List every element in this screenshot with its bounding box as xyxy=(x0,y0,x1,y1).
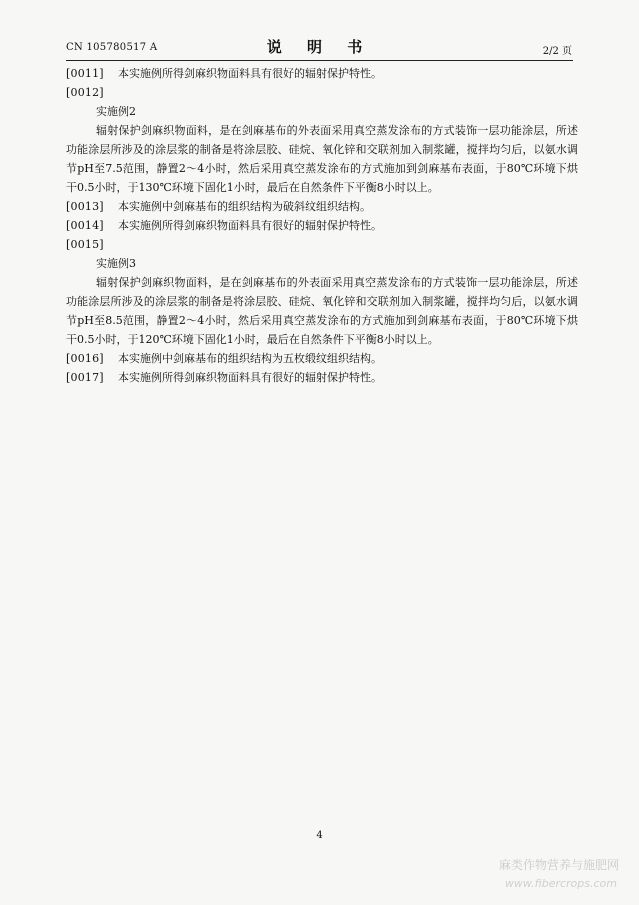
paragraph-text: 本实施例所得剑麻织物面料具有很好的辐射保护特性。 xyxy=(118,219,382,232)
paragraph-number: [0017] xyxy=(66,371,104,384)
document-number: CN 105780517 A xyxy=(66,42,158,53)
paragraph-number: [0011] xyxy=(66,67,104,80)
paragraph-number: [0013] xyxy=(66,200,104,213)
paragraph-number: [0015] xyxy=(66,238,104,251)
paragraph-text: 本实施例中剑麻基布的组织结构为五枚缎纹组织结构。 xyxy=(118,352,382,365)
paragraph-0016 xyxy=(66,349,578,368)
example-3-heading: 实施例3 xyxy=(96,257,136,270)
paragraph-number: [0016] xyxy=(66,352,104,365)
paragraph-0015 xyxy=(66,235,578,254)
header-divider xyxy=(66,60,573,61)
paragraph-text: 本实施例所得剑麻织物面料具有很好的辐射保护特性。 xyxy=(118,67,382,80)
paragraph-0012 xyxy=(66,83,578,102)
paragraph-0017 xyxy=(66,368,578,387)
paragraph-text xyxy=(118,238,122,251)
paragraph-0014 xyxy=(66,216,578,235)
watermark-site-name: 麻类作物营养与施肥网 xyxy=(498,858,619,872)
paragraph-text: 本实施例所得剑麻织物面料具有很好的辐射保护特性。 xyxy=(118,371,382,384)
paragraph-0013 xyxy=(66,197,578,216)
watermark-site-url: www.fibercrops.com xyxy=(504,877,617,890)
example-3-body: 辐射保护剑麻织物面料，是在剑麻基布的外表面采用真空蒸发涂布的方式装饰一层功能涂层，所述功能涂层所涉及的涂层浆的制备是将涂层胶、硅烷、氧化锌和交联剂加入制浆罐，搅拌均匀后，以氨水调节pH至8.5范围，静置2～4小时，然后采用真空蒸发涂布的方式施加到剑麻基布表面，于80℃环境下烘干0.5小时，于120℃环境下固化1小时，最后在自然条件下平衡8小时以上。 xyxy=(66,276,578,346)
document-title: 说 明 书 xyxy=(266,38,373,56)
paragraph-0011 xyxy=(66,64,578,83)
page-number: 4 xyxy=(316,830,323,841)
example-2-heading: 实施例2 xyxy=(96,105,136,118)
document-body xyxy=(66,64,578,387)
paragraph-number: [0012] xyxy=(66,86,104,99)
paragraph-text: 本实施例中剑麻基布的组织结构为破斜纹组织结构。 xyxy=(118,200,371,213)
page-count: 2/2 页 xyxy=(542,46,572,57)
example-2-body: 辐射保护剑麻织物面料，是在剑麻基布的外表面采用真空蒸发涂布的方式装饰一层功能涂层，所述功能涂层所涉及的涂层浆的制备是将涂层胶、硅烷、氧化锌和交联剂加入制浆罐，搅拌均匀后，以氨水调节pH至7.5范围，静置2～4小时，然后采用真空蒸发涂布的方式施加到剑麻基布表面，于80℃环境下烘干0.5小时，于130℃环境下固化1小时，最后在自然条件下平衡8小时以上。 xyxy=(66,124,578,194)
paragraph-text xyxy=(118,86,122,99)
paragraph-number: [0014] xyxy=(66,219,104,232)
